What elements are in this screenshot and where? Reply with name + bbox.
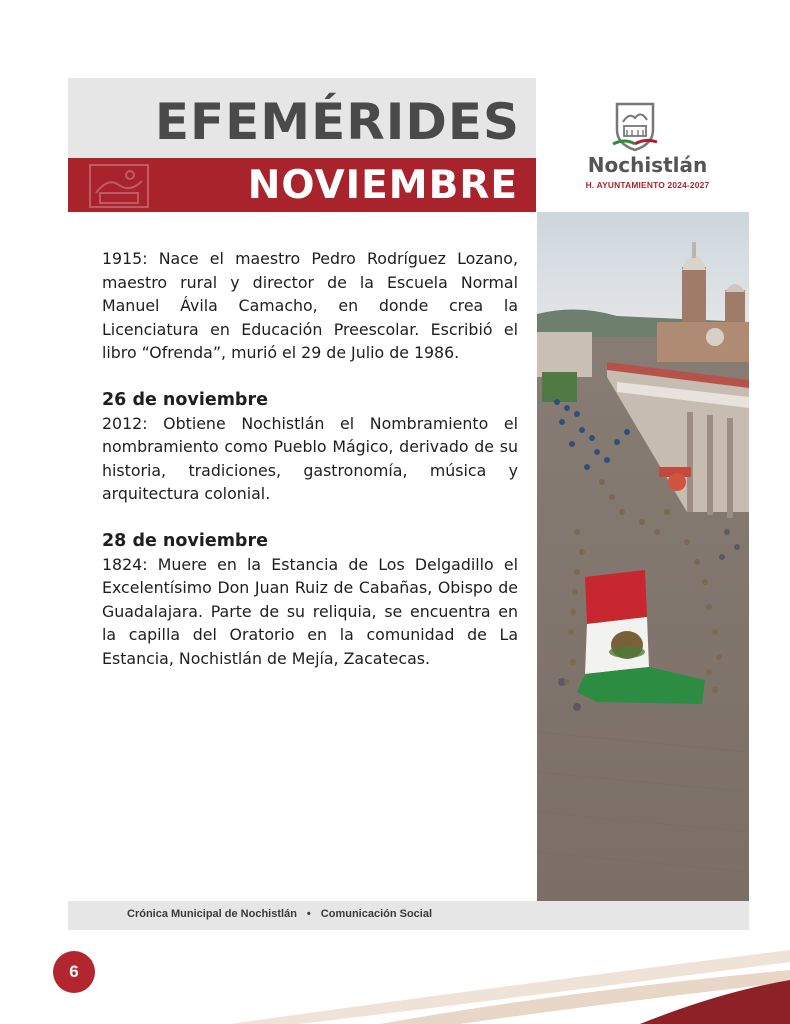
parade-photo-illustration (537, 212, 749, 903)
entry-text: 1824: Muere en la Estancia de Los Delgadillo el Excelentísimo Don Juan Ruiz de Cabañas, Obispo de Guadalajara. Parte de su reliquia, se encuentra en la capilla del Oratorio en la comunidad de La Estancia, Nochistlán de Mejía, Zacatecas. (102, 554, 518, 668)
footer-department: Comunicación Social (320, 908, 433, 920)
entry-text: 1915: Nace el maestro Pedro Rodríguez Lozano, maestro rural y director de la Escuela Normal Manuel Ávila Camacho, en donde crea la Licenciatura en Educación Preescolar. Escribió el libro “Ofrenda”, murió el 29 de Julio de 1986. (102, 249, 518, 362)
entry-heading: 28 de noviembre (102, 530, 268, 551)
logo-name: Nochistlán (587, 153, 708, 177)
ephemerides-content (102, 247, 518, 693)
entry-text: 2012: Obtiene Nochistlán el Nombramiento el nombramiento como Pueblo Mágico, derivado de su historia, tradiciones, gastronomía, música y arquitectura colonial. (102, 413, 518, 503)
shield-icon (611, 100, 659, 152)
entry-heading: 26 de noviembre (102, 389, 268, 410)
municipality-logo (575, 100, 720, 200)
decorative-swoosh (0, 930, 790, 1024)
footer-credits (127, 908, 432, 920)
month-title: NOVIEMBRE (247, 163, 518, 208)
footer-separator: • (306, 908, 311, 920)
footer-publication: Crónica Municipal de Nochistlán (127, 908, 297, 920)
logo-subtitle: H. AYUNTAMIENTO 2024-2027 (585, 180, 710, 190)
parade-photo (537, 212, 749, 903)
page-number: 6 (53, 951, 95, 993)
page-title: EFEMÉRIDES (154, 93, 520, 151)
